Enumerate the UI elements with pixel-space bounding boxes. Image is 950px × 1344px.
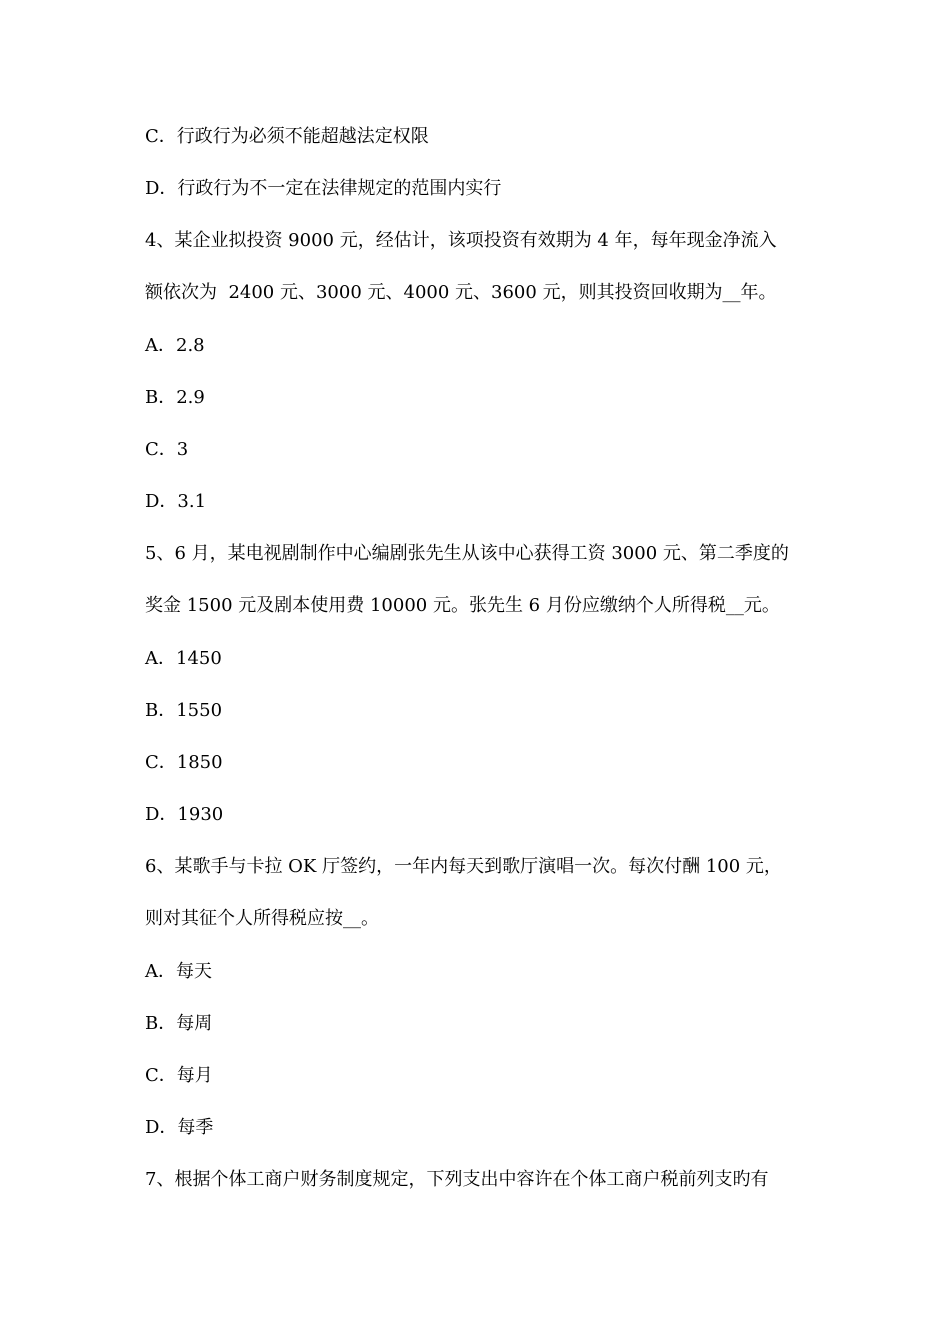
option-5c: C．1850 (145, 752, 223, 773)
option-6a: A．每天 (145, 961, 212, 982)
question-5-line-2: 奖金 1500 元及剧本使用费 10000 元。张先生 6 月份应缴纳个人所得税__元。 (145, 595, 780, 616)
option-6c: C．每月 (145, 1065, 213, 1086)
option-3d: D．行政行为不一定在法律规定的范围内实行 (145, 178, 502, 199)
question-5-line-1: 5、6 月，某电视剧制作中心编剧张先生从该中心获得工资 3000 元、第二季度的 (145, 543, 789, 564)
option-4b: B．2.9 (145, 387, 205, 408)
option-4a: A．2.8 (145, 335, 205, 356)
question-6-line-1: 6、某歌手与卡拉 OK 厅签约，一年内每天到歌厅演唱一次。每次付酬 100 元， (145, 856, 782, 877)
option-4d: D．3.1 (145, 491, 207, 512)
option-6d: D．每季 (145, 1117, 214, 1138)
option-5d: D．1930 (145, 804, 224, 825)
option-5b: B．1550 (145, 700, 223, 721)
option-4c: C．3 (145, 439, 189, 460)
option-3c: C．行政行为必须不能超越法定权限 (145, 126, 429, 147)
question-7-line-1: 7、根据个体工商户财务制度规定，下列支出中容许在个体工商户税前列支旳有 (145, 1169, 769, 1190)
question-4-line-2: 额依次为 2400 元、3000 元、4000 元、3600 元，则其投资回收期为__年。 (145, 282, 777, 303)
question-6-line-2: 则对其征个人所得税应按__。 (145, 908, 379, 929)
question-4-line-1: 4、某企业拟投资 9000 元，经估计，该项投资有效期为 4 年，每年现金净流入 (145, 230, 777, 251)
option-5a: A．1450 (145, 648, 222, 669)
option-6b: B．每周 (145, 1013, 213, 1034)
